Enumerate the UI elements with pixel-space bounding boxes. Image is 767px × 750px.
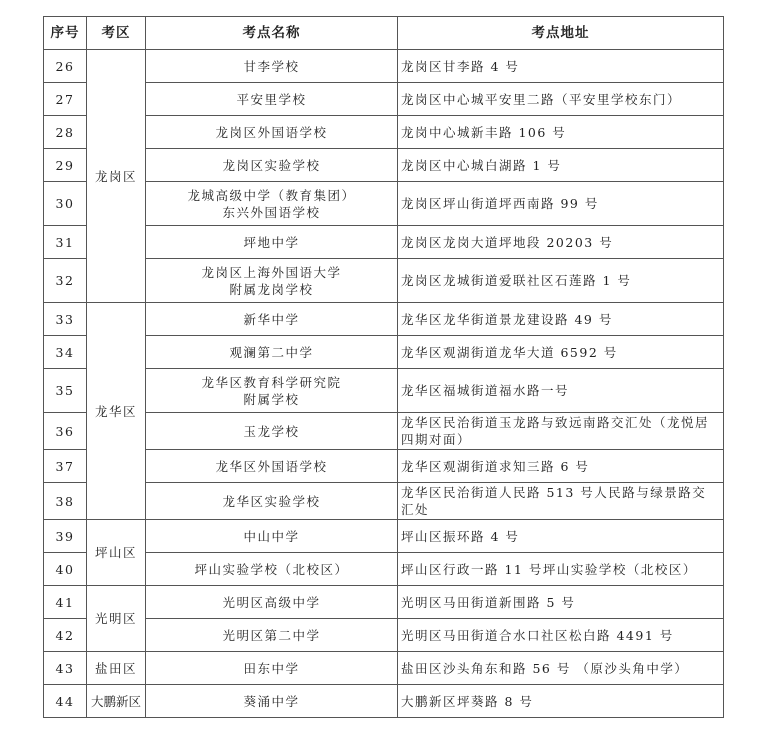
site-name xyxy=(146,303,398,336)
exam-site-table xyxy=(43,16,724,718)
site-address: 龙岗区甘李路 4 号 xyxy=(398,50,724,83)
header-site-name: 考点名称 xyxy=(146,17,398,50)
site-address: 龙岗区坪山街道坪西南路 99 号 xyxy=(398,182,724,226)
site-name xyxy=(146,450,398,483)
site-address: 龙华区观湖街道龙华大道 6592 号 xyxy=(398,336,724,369)
row-no: 42 xyxy=(44,619,87,652)
site-address: 光明区马田街道新围路 5 号 xyxy=(398,586,724,619)
site-address: 龙华区福城街道福水路一号 xyxy=(398,369,724,413)
site-name xyxy=(146,413,398,450)
table-row xyxy=(44,116,724,149)
site-name-line: 附属学校 xyxy=(243,391,300,407)
table-row xyxy=(44,50,724,83)
row-no: 40 xyxy=(44,553,87,586)
site-address: 龙岗区中心城白湖路 1 号 xyxy=(398,149,724,182)
site-name xyxy=(146,369,398,413)
table-row xyxy=(44,259,724,303)
table-row xyxy=(44,182,724,226)
row-no: 31 xyxy=(44,226,87,259)
site-address: 盐田区沙头角东和路 56 号 （原沙头角中学） xyxy=(398,652,724,685)
table-row xyxy=(44,685,724,718)
site-name-line: 附属龙岗学校 xyxy=(229,281,314,297)
site-name-line: 甘李学校 xyxy=(243,58,300,74)
table-row xyxy=(44,619,724,652)
district-cell: 龙华区 xyxy=(87,303,146,520)
table-row xyxy=(44,149,724,182)
site-name xyxy=(146,619,398,652)
site-name xyxy=(146,116,398,149)
header-site-address: 考点地址 xyxy=(398,17,724,50)
site-name-line: 东兴外国语学校 xyxy=(222,204,321,220)
table-row xyxy=(44,652,724,685)
district-cell: 大鹏新区 xyxy=(87,685,146,718)
row-no: 33 xyxy=(44,303,87,336)
site-name-line: 龙岗区实验学校 xyxy=(222,157,321,173)
site-name xyxy=(146,182,398,226)
table-row xyxy=(44,483,724,520)
site-address: 大鹏新区坪葵路 8 号 xyxy=(398,685,724,718)
district-cell: 龙岗区 xyxy=(87,50,146,303)
table-row xyxy=(44,369,724,413)
row-no: 36 xyxy=(44,413,87,450)
site-name-line: 中山中学 xyxy=(243,528,300,544)
site-address: 坪山区行政一路 11 号坪山实验学校（北校区） xyxy=(398,553,724,586)
table-row xyxy=(44,83,724,116)
site-name xyxy=(146,149,398,182)
site-name-line: 龙华区教育科学研究院 xyxy=(201,374,342,390)
row-no: 32 xyxy=(44,259,87,303)
site-name-line: 坪山实验学校（北校区） xyxy=(194,561,349,577)
site-name xyxy=(146,50,398,83)
district-cell: 盐田区 xyxy=(87,652,146,685)
site-name xyxy=(146,520,398,553)
table-row xyxy=(44,520,724,553)
site-name-line: 龙华区实验学校 xyxy=(222,493,321,509)
site-address: 龙华区民治街道人民路 513 号人民路与绿景路交汇处 xyxy=(398,483,724,520)
table-row xyxy=(44,553,724,586)
header-district: 考区 xyxy=(87,17,146,50)
site-name-line: 观澜第二中学 xyxy=(229,344,314,360)
site-name xyxy=(146,226,398,259)
row-no: 27 xyxy=(44,83,87,116)
site-name xyxy=(146,483,398,520)
row-no: 26 xyxy=(44,50,87,83)
site-name xyxy=(146,685,398,718)
row-no: 41 xyxy=(44,586,87,619)
site-address: 光明区马田街道合水口社区松白路 4491 号 xyxy=(398,619,724,652)
table-row xyxy=(44,450,724,483)
site-address: 龙岗区龙岗大道坪地段 20203 号 xyxy=(398,226,724,259)
site-address: 龙华区民治街道玉龙路与致远南路交汇处（龙悦居四期对面） xyxy=(398,413,724,450)
site-name-line: 葵涌中学 xyxy=(243,693,300,709)
site-name xyxy=(146,553,398,586)
site-name-line: 玉龙学校 xyxy=(243,423,300,439)
row-no: 29 xyxy=(44,149,87,182)
row-no: 44 xyxy=(44,685,87,718)
site-address: 龙华区观湖街道求知三路 6 号 xyxy=(398,450,724,483)
site-name xyxy=(146,336,398,369)
site-name xyxy=(146,586,398,619)
table-row xyxy=(44,336,724,369)
row-no: 35 xyxy=(44,369,87,413)
site-address: 龙岗区中心城平安里二路（平安里学校东门） xyxy=(398,83,724,116)
table-row xyxy=(44,303,724,336)
row-no: 28 xyxy=(44,116,87,149)
table-header-row xyxy=(44,17,724,50)
site-name-line: 龙华区外国语学校 xyxy=(215,458,328,474)
table-row xyxy=(44,226,724,259)
row-no: 37 xyxy=(44,450,87,483)
row-no: 39 xyxy=(44,520,87,553)
row-no: 43 xyxy=(44,652,87,685)
site-address: 龙岗区龙城街道爱联社区石莲路 1 号 xyxy=(398,259,724,303)
site-name-line: 田东中学 xyxy=(243,660,300,676)
site-name xyxy=(146,83,398,116)
site-name xyxy=(146,259,398,303)
row-no: 30 xyxy=(44,182,87,226)
table-row xyxy=(44,586,724,619)
site-name-line: 龙岗区外国语学校 xyxy=(215,124,328,140)
row-no: 34 xyxy=(44,336,87,369)
site-address: 龙岗中心城新丰路 106 号 xyxy=(398,116,724,149)
district-cell: 坪山区 xyxy=(87,520,146,586)
row-no: 38 xyxy=(44,483,87,520)
site-name-line: 光明区第二中学 xyxy=(222,627,321,643)
site-name-line: 新华中学 xyxy=(243,311,300,327)
site-name-line: 光明区高级中学 xyxy=(222,594,321,610)
site-address: 坪山区振环路 4 号 xyxy=(398,520,724,553)
site-name-line: 龙城高级中学（教育集团） xyxy=(187,187,356,203)
site-name-line: 坪地中学 xyxy=(243,234,300,250)
header-no: 序号 xyxy=(44,17,87,50)
site-address: 龙华区龙华街道景龙建设路 49 号 xyxy=(398,303,724,336)
district-cell: 光明区 xyxy=(87,586,146,652)
site-name xyxy=(146,652,398,685)
table-row xyxy=(44,413,724,450)
site-name-line: 龙岗区上海外国语大学 xyxy=(201,264,342,280)
site-name-line: 平安里学校 xyxy=(236,91,307,107)
